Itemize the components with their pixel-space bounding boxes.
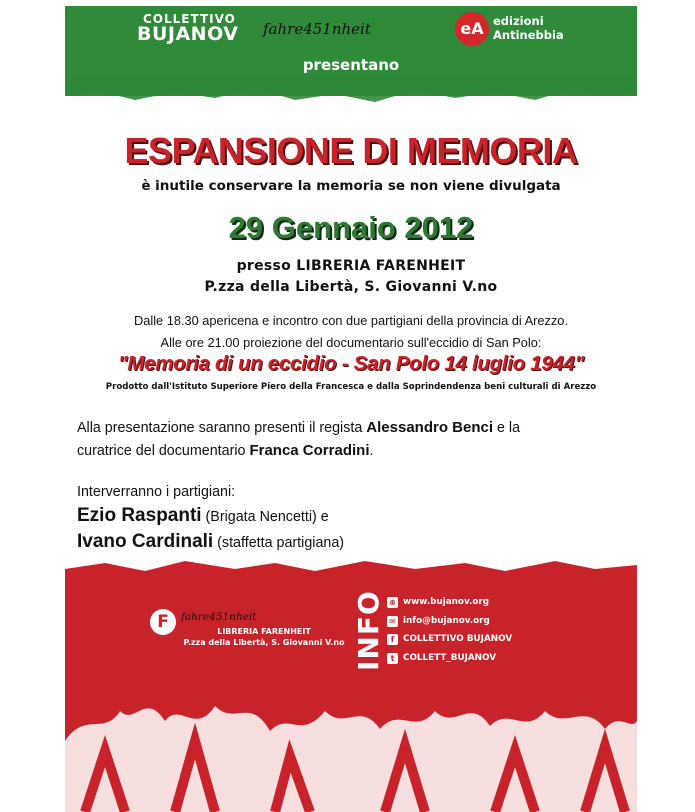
presentation-text-b: e la [493, 420, 521, 436]
documentary-title: "Memoria di un eccidio - San Polo 14 luglio 1944" [117, 352, 585, 375]
contact-website[interactable] [387, 595, 489, 609]
presentation-text-c: curatrice del documentario [77, 443, 250, 459]
presentation-line2 [77, 442, 637, 459]
globe-icon: ⊕ [387, 597, 398, 608]
event-subtitle: è inutile conservare la memoria se non viene divulgata [141, 178, 561, 194]
documentary-credit: Prodotto dall'Istituto Superiore Piero della Francesca e dalla Soprindendenza beni culturali di Arezzo [105, 382, 597, 392]
info-label: INFO [352, 590, 385, 671]
twitter-text[interactable]: COLLETT_BUJANOV [403, 653, 497, 663]
fahrenheit-logo: fahre451nheit [263, 20, 371, 38]
schedule-screening: Alle ore 21.00 proiezione del documentario sull'eccidio di San Polo: [160, 335, 542, 350]
facebook-icon: f [387, 634, 398, 645]
schedule-apericena: Dalle 18.30 apericena e incontro con due partigiani della provincia di Arezzo. [134, 313, 568, 328]
fahrenheit-footer-logo-icon: F [150, 609, 176, 635]
event-title: ESPANSIONE DI MEMORIA [124, 130, 578, 171]
fahrenheit-footer-logo-text: fahre451nheit [181, 611, 257, 623]
antinebbia-logo-text [493, 14, 564, 42]
event-date: 29 Gennaio 2012 [228, 210, 474, 245]
event-poster [65, 6, 637, 812]
edizioni-line2: Antinebbia [493, 28, 564, 42]
presentation-text-a: Alla presentazione saranno presenti il regista [77, 420, 367, 436]
presentation-line1 [77, 419, 637, 436]
collettivo-label: COLLETTIVO [143, 12, 236, 26]
footer-libreria-name: LIBRERIA FARENHEIT [217, 627, 311, 636]
bujanov-logo: BUJANOV [137, 23, 239, 45]
edizioni-line1: edizioni [493, 14, 544, 28]
email-text[interactable]: info@bujanov.org [403, 616, 490, 626]
speaker-1-name: Ezio Raspanti [77, 505, 202, 526]
top-torn-edge [65, 76, 637, 116]
director-name: Alessandro Benci [366, 419, 494, 436]
speaker-1 [77, 505, 637, 527]
speaker-2-name: Ivano Cardinali [77, 531, 214, 552]
presentation-text-d: . [369, 443, 374, 459]
speakers-heading: Interverranno i partigiani: [77, 484, 236, 500]
speaker-1-note: (Brigata Nencetti) e [201, 509, 329, 525]
facebook-text[interactable]: COLLETTIVO BUJANOV [403, 634, 513, 644]
website-text[interactable]: www.bujanov.org [403, 597, 490, 607]
venue-name: presso LIBRERIA FARENHEIT [236, 258, 466, 274]
speaker-2-note: (staffetta partigiana) [213, 535, 345, 551]
venue-address: P.zza della Libertà, S. Giovanni V.no [204, 279, 498, 295]
speaker-2 [77, 531, 637, 553]
contact-twitter[interactable] [387, 651, 496, 665]
curator-name: Franca Corradini [249, 442, 370, 459]
footer-address: P.zza della Libertà, S. Giovanni V.no [183, 638, 345, 647]
contact-facebook[interactable] [387, 632, 512, 646]
presentano-label: presentano [302, 56, 400, 74]
mail-icon: ✉ [387, 616, 398, 627]
twitter-icon: t [387, 653, 398, 664]
bottom-red-band [65, 561, 637, 812]
antinebbia-logo-icon: eA [455, 12, 489, 46]
contact-email[interactable] [387, 614, 490, 628]
